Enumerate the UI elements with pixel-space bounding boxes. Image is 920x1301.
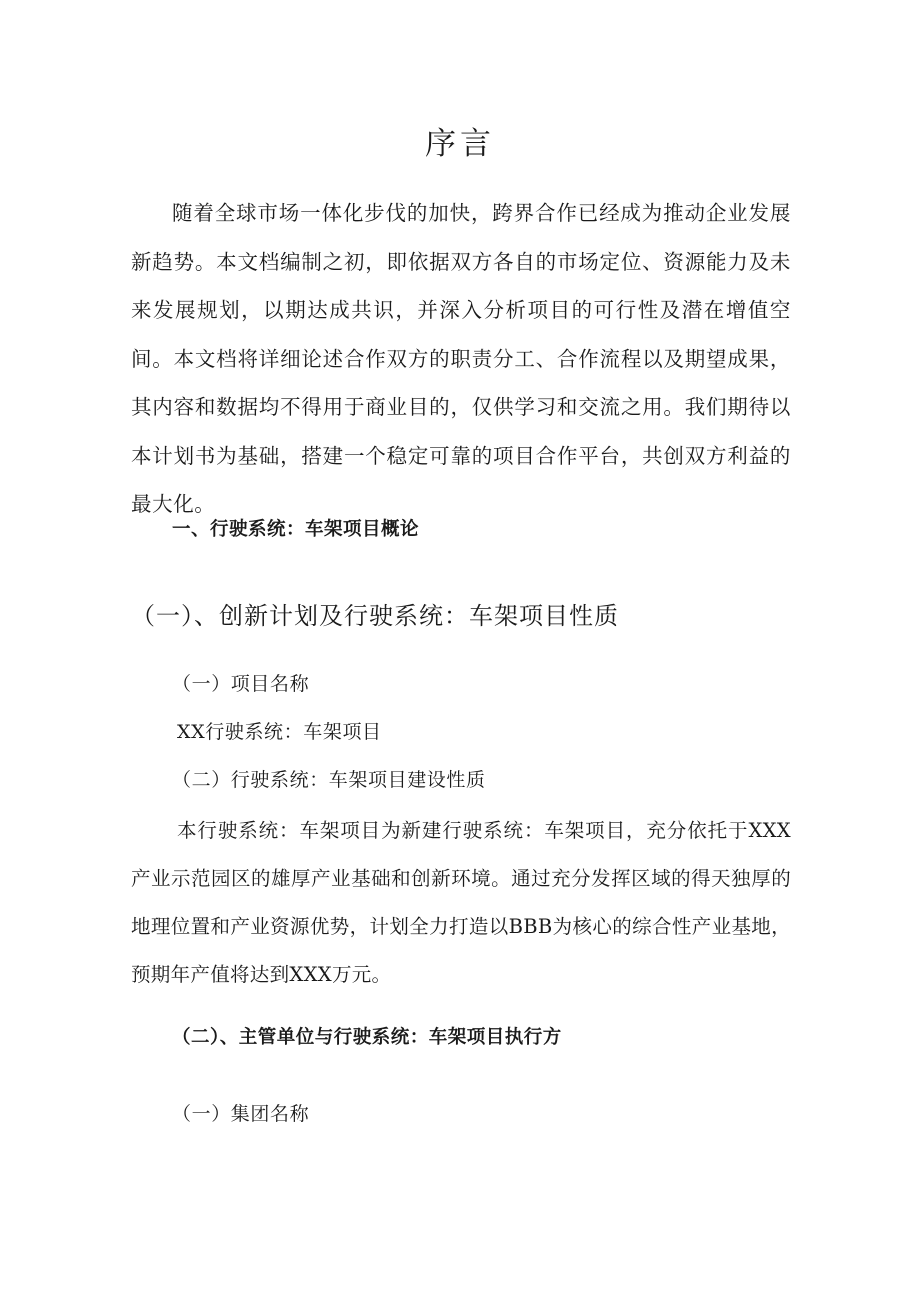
subsection-heading-nature: （一）、创新计划及行驶系统：车架项目性质 [131, 602, 619, 630]
item-label-construction-nature: （二）行驶系统：车架项目建设性质 [172, 769, 486, 791]
subsection-heading-executor: （二）、主管单位与行驶系统：车架项目执行方 [172, 1027, 562, 1048]
intro-paragraph: 随着全球市场一体化步伐的加快，跨界合作已经成为推动企业发展新趋势。本文档编制之初，即依据双方各自的市场定位、资源能力及未来发展规划，以期达成共识，并深入分析项目的可行性及潜在增值空间。本文档将详细论述合作双方的职责分工、合作流程以及期望成果，其内容和数据均不得用于商业目的，仅供学习和交流之用。我们期待以本计划书为基础，搭建一个稳定可靠的项目合作平台，共创双方利益的最大化。 [131, 201, 791, 516]
construction-nature-paragraph: 本行驶系统：车架项目为新建行驶系统：车架项目，充分依托于XXX产业示范园区的雄厚产业基础和创新环境。通过充分发挥区域的得天独厚的地理位置和产业资源优势，计划全力打造以BBB为核心的综合性产业基地，预期年产值将达到XXX万元。 [131, 819, 791, 986]
section-heading-overview: 一、行驶系统：车架项目概论 [172, 519, 420, 540]
document-title: 序言 [425, 126, 495, 162]
item-label-project-name: （一）项目名称 [172, 673, 310, 695]
item-value-project-name: XX行驶系统：车架项目 [177, 721, 382, 743]
item-label-group-name: （一）集团名称 [172, 1103, 310, 1125]
